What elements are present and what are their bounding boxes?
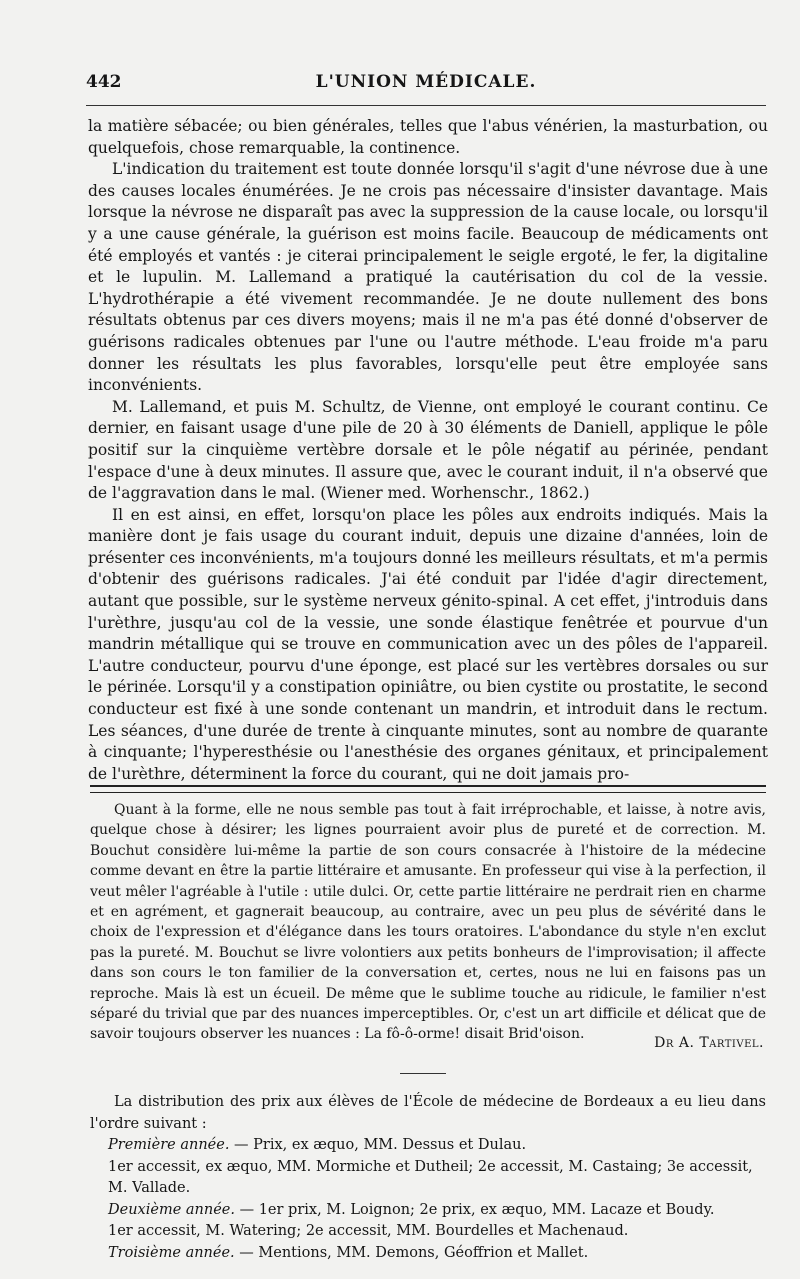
prize-line — [90, 1200, 766, 1222]
prize-text: 1er accessit, M. Watering; 2e accessit, MM. Bourdelles et Machenaud. — [108, 1223, 629, 1239]
prize-line — [90, 1221, 766, 1243]
year-label: Troisième année. — [108, 1244, 235, 1261]
year-label: Deuxième année. — [108, 1201, 235, 1218]
year-label: Première année. — [108, 1137, 230, 1153]
feuilleton-text — [90, 800, 766, 1045]
body-paragraph: L'indication du traitement est toute donnée lorsqu'il s'agit d'une névrose due à une des causes locales énumérées. Je ne crois pas nécessaire d'insister davantage. Mais lorsque la névrose ne disparaît pas avec la suppression de la cause locale, ou lorsqu'il y a une cause générale, la guérison est moins facile. Beaucoup de médicaments ont été employés et vantés : je citerai principalement le seigle ergoté, le fer, la digitaline et le lupulin. M. Lallemand a pratiqué la cautérisation du col de la vessie. L'hydrothérapie a été vivement recommandée. Je ne doute nullement des bons résultats obtenus par ces divers moyens; mais il ne m'a pas été donné d'observer de guérisons radicales obtenues par l'une ou l'autre méthode. L'eau froide m'a paru donner les résultats les plus favorables, lorsqu'elle peut être employée sans inconvénients. — [88, 160, 768, 395]
prize-list — [90, 1092, 766, 1264]
prize-line — [90, 1243, 766, 1265]
prize-intro: La distribution des prix aux élèves de l'École de médecine de Bordeaux a eu lieu dans l'ordre suivant : — [90, 1094, 766, 1132]
page-header — [86, 68, 766, 100]
prize-text: — Prix, ex æquo, MM. Dessus et Dulau. — [229, 1137, 527, 1153]
prize-line — [90, 1157, 766, 1200]
header-rule — [86, 105, 766, 106]
prize-text: — Mentions, MM. Demons, Géoffrion et Mallet. — [234, 1244, 589, 1261]
prize-text: 1er accessit, ex æquo, MM. Mormiche et Dutheil; 2e accessit, M. Castaing; 3e accessit, M. Vallade. — [108, 1158, 753, 1196]
main-text — [88, 116, 768, 785]
prize-line — [90, 1135, 766, 1157]
feuilleton-separator — [90, 785, 766, 793]
body-paragraph: M. Lallemand, et puis M. Schultz, de Vienne, ont employé le courant continu. Ce dernier, en faisant usage d'une pile de 20 à 30 éléments de Daniell, applique le pôle positif sur la cinquième vertèbre dorsale et le pôle négatif au périnée, pendant l'espace d'une à deux minutes. Il assure que, avec le courant induit, il n'a observé que de l'aggravation dans le mal. (Wiener med. Worhenschr., 1862.) — [88, 397, 768, 503]
body-paragraph: Il en est ainsi, en effet, lorsqu'on place les pôles aux endroits indiqués. Mais la manière dont je fais usage du courant induit, depuis une dizaine d'années, loin de présenter ces inconvénients, m'a toujours donné les meilleurs résultats, et m'a permis d'obtenir des guérisons radicales. J'ai été conduit par l'idée d'agir directement, autant que possible, sur le système nerveux génito-spinal. A cet effet, j'introduis dans l'urèthre, jusqu'au col de la vessie, une sonde élastique fenêtrée et pourvue d'un mandrin métallique qui se trouve en communication avec un des pôles de l'appareil. L'autre conducteur, pourvu d'une éponge, est placé sur les vertèbres dorsales ou sur le périnée. Lorsqu'il y a constipation opiniâtre, ou bien cystite ou prostatite, le second conducteur est fixé à une sonde contenant un mandrin, et introduit dans le rectum. Les séances, d'une durée de trente à cinquante minutes, sont au nombre de quarante à cinquante; l'hyperesthésie ou l'anesthésie des organes génitaux, et principalement de l'urèthre, déterminent la force du courant, qui ne doit jamais pro- — [88, 505, 768, 783]
section-divider — [400, 1073, 446, 1074]
page-number: 442 — [86, 72, 122, 92]
prize-text: — 1er prix, M. Loignon; 2e prix, ex æquo, MM. Lacaze et Boudy. — [234, 1201, 715, 1218]
feuilleton-paragraph: Quant à la forme, elle ne nous semble pas tout à fait irréprochable, et laisse, à notre avis, quelque chose à désirer; les lignes pourraient avoir plus de pureté et de correction. M. Bouchut considère lui-même la partie de son cours consacrée à l'histoire de la médecine comme devant en être la partie littéraire et amusante. En professeur qui vise à la perfection, il veut mêler l'agréable à l'utile : utile dulci. Or, cette partie littéraire ne perdrait rien en charme et en agrément, et gagnerait beaucoup, au contraire, avec un peu plus de sévérité dans le choix de l'expression et d'élégance dans les tours oratoires. L'abondance du style n'en exclut pas la pureté. M. Bouchut se livre volontiers aux petits bonheurs de l'improvisation; il affecte dans son cours le ton familier de la conversation et, certes, nous ne lui en faisons pas un reproche. Mais là est un écueil. De même que le sublime touche au ridicule, le familier n'est séparé du trivial que par des nuances imperceptibles. Or, c'est un art difficile et délicat que de savoir toujours observer les nuances : La fô-ô-orme! disait Brid'oison. — [90, 802, 766, 1043]
body-paragraph: la matière sébacée; ou bien générales, telles que l'abus vénérien, la masturbation, ou quelquefois, chose remarquable, la continence. — [88, 117, 768, 157]
running-head-title: L'UNION MÉDICALE. — [315, 72, 537, 92]
author-signature: Dr A. Tartivel. — [654, 1035, 764, 1051]
